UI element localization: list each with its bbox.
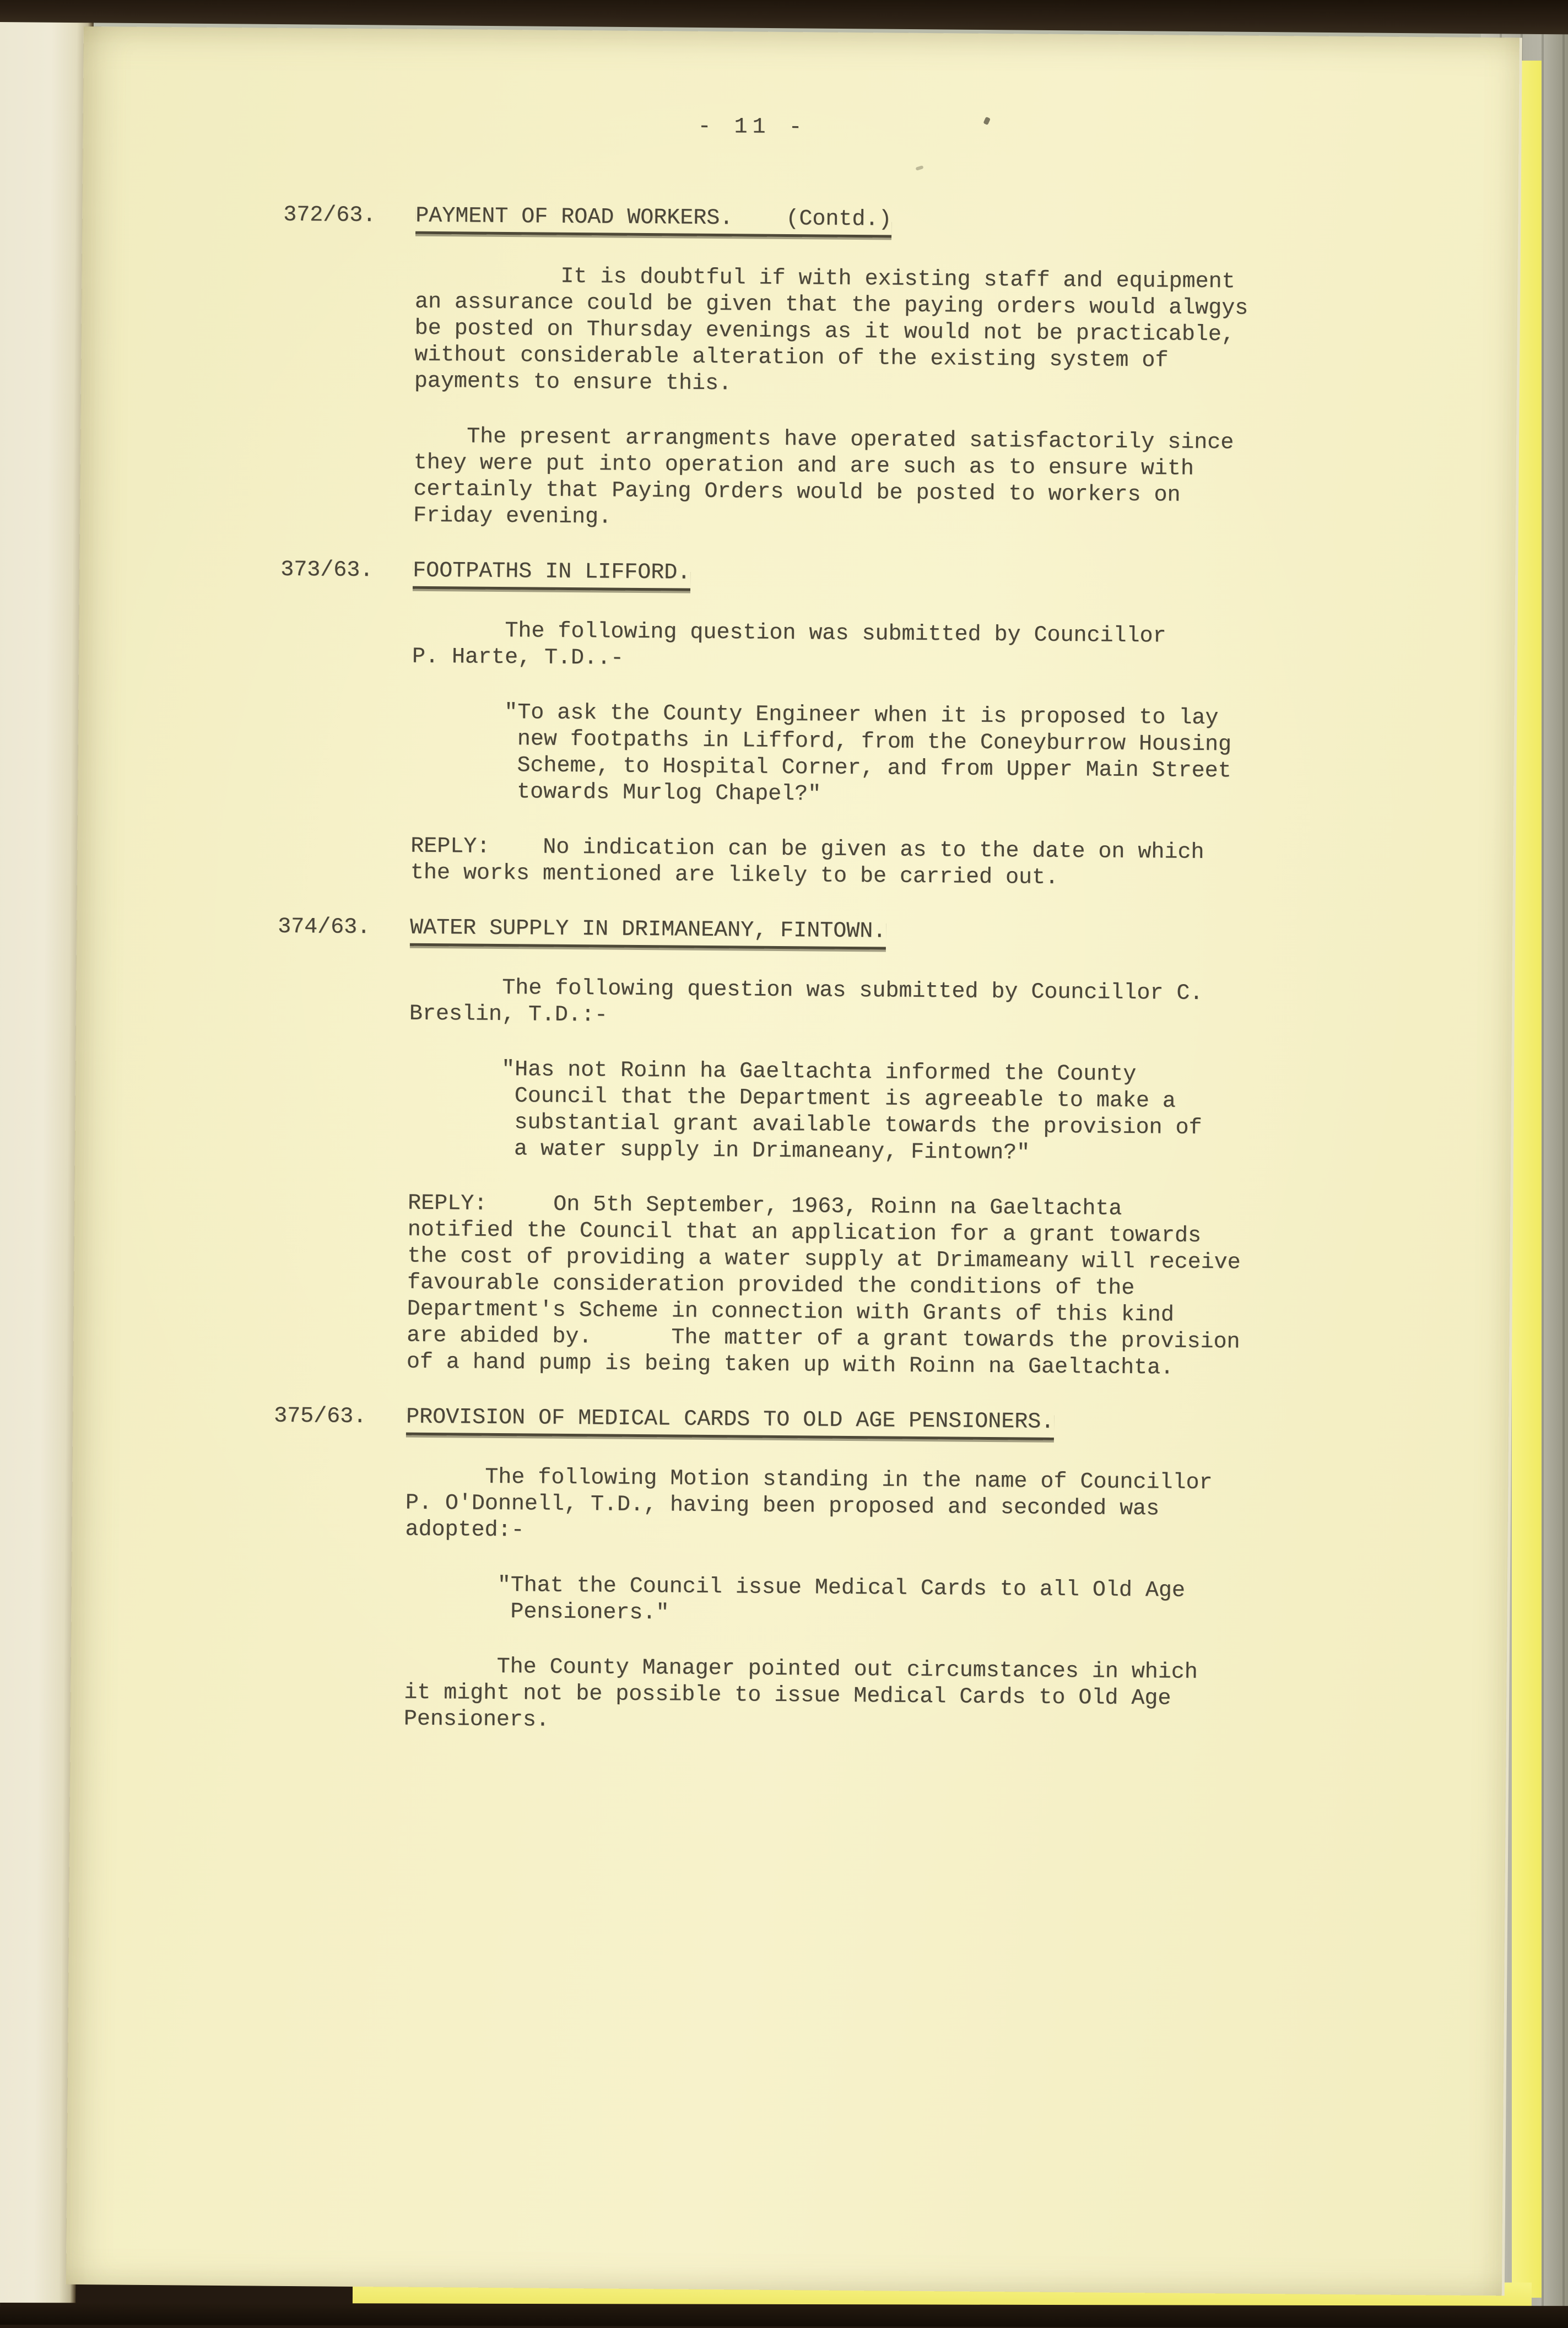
minute-heading: WATER SUPPLY IN DRIMANEANY, FINTOWN.	[410, 915, 886, 950]
minute-paragraph: The present arrangments have operated satisfactorily since they were put into operation and are such as to ensure with certainly that Paying Orders would be posted to workers on Friday evening.	[413, 424, 1234, 530]
minute-reply: REPLY: On 5th September, 1963, Roinn na Gaeltachta notified the Council that an application for a grant towards the cost of providing a water supply at Drimameany will receive favourable consideration provided the conditions of the Department's Scheme in connection with Grants of this kind are abided by. The matter of a grant towards the provision of a hand pump is being taken up with Roinn na Gaeltachta.	[406, 1191, 1241, 1381]
minute-ref: 372/63.	[283, 202, 376, 229]
minute-paragraph: The following Motion standing in the name of Councillor P. O'Donnell, T.D., having been proposed and seconded was adopted:-	[405, 1464, 1213, 1543]
minute-heading-row	[283, 202, 1452, 242]
photo-background-bottom	[0, 2303, 1568, 2328]
minute-paragraph: The following question was submitted by Councillor C. Breslin, T.D.:-	[409, 975, 1203, 1028]
minute-heading: PROVISION OF MEDICAL CARDS TO OLD AGE PENSIONERS.	[406, 1405, 1055, 1440]
minute-section-373	[280, 557, 1450, 895]
minute-ref: 373/63.	[280, 557, 374, 584]
minute-reply: REPLY: No indication can be given as to the date on which the works mentioned are likely to be carried out.	[410, 834, 1204, 890]
minute-paragraph: It is doubtful if with existing staff and equipment an assurance could be given that the paying orders would alwgys be posted on Thursday evenings as it would not be practicable, without considerable alteration of the existing system of payments to ensure this.	[414, 263, 1248, 397]
minute-heading-row	[280, 557, 1449, 597]
typewritten-content	[71, 26, 1520, 1741]
minute-quotation: "That the Council issue Medical Cards to all Old Age Pensioners."	[404, 1572, 1186, 1626]
minute-paragraph: The following question was submitted by Councillor P. Harte, T.D..-	[412, 618, 1166, 671]
minute-section-374	[277, 914, 1447, 1384]
minutes-page	[66, 26, 1522, 2295]
minute-quotation: "Has not Roinn ha Gaeltachta informed the County Council that the Department is agreeable to make a substantial grant available towards the provision of a water supply in Drimaneany, Fintown?"	[408, 1056, 1202, 1166]
minute-ref: 375/63.	[274, 1403, 367, 1430]
minute-ref: 374/63.	[277, 914, 371, 941]
minute-heading: FOOTPATHS IN LIFFORD.	[413, 558, 691, 591]
page-number: - 11 -	[698, 114, 807, 141]
minute-paragraph: The County Manager pointed out circumstances in which it might not be possible to issue Medical Cards to Old Age Pensioners.	[403, 1654, 1198, 1733]
minute-section-372	[283, 202, 1452, 538]
minute-heading: PAYMENT OF ROAD WORKERS. (Contd.)	[415, 203, 892, 238]
minute-heading-row	[274, 1403, 1442, 1444]
minute-section-375	[274, 1403, 1443, 1741]
minute-heading-row	[277, 914, 1446, 954]
minute-quotation: "To ask the County Engineer when it is proposed to lay new footpaths in Lifford, from the Coneyburrow Housing Scheme, to Hospital Corner, and from Upper Main Street towards Murlog Chapel?"	[410, 699, 1232, 807]
